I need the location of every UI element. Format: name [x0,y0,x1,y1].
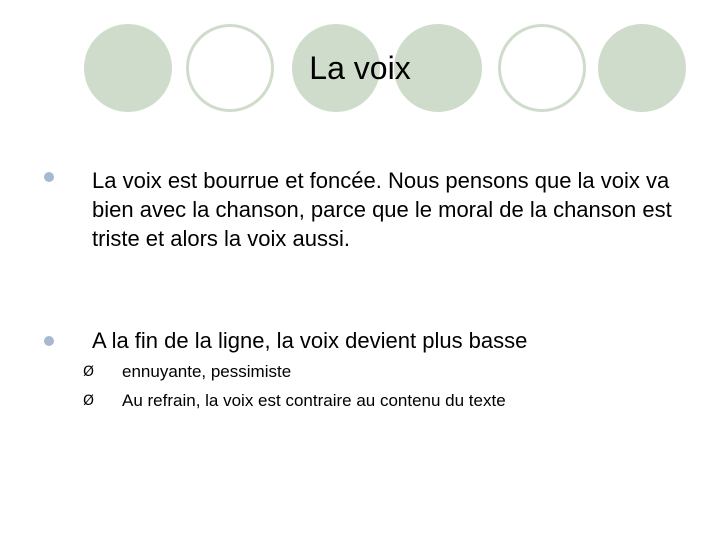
arrow-bullet-icon: Ø [83,393,95,409]
slide-title: La voix [309,50,411,86]
bullet-text: La voix est bourrue et foncée. Nous pensons que la voix va bien avec la chanson, parce que le moral de la chanson est triste et alors la voix aussi. [92,168,672,251]
sub-bullet-text: Au refrain, la voix est contraire au contenu du texte [122,391,506,410]
sub-bullet-text: ennuyante, pessimiste [122,362,292,381]
bullet-icon [44,172,54,182]
arrow-bullet-icon: Ø [83,364,95,380]
bullet-icon [44,336,54,346]
bullet-text: A la fin de la ligne, la voix devient plus basse [92,328,528,353]
